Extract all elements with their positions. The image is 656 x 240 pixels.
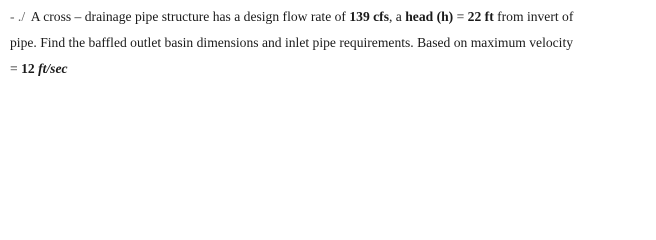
head-label: head (h) xyxy=(405,9,454,24)
problem-text-1d: from invert of xyxy=(493,9,574,24)
velocity-unit: ft/sec xyxy=(38,61,68,76)
flow-rate-value: 139 cfs xyxy=(349,9,389,24)
problem-text-1a: A cross – drainage pipe structure has a design flow rate of xyxy=(28,9,350,24)
velocity-value: 12 xyxy=(21,61,35,76)
problem-number-marker: - ./ xyxy=(10,9,26,24)
problem-line-3 xyxy=(10,56,656,82)
problem-text-1b: , a xyxy=(389,9,406,24)
problem-text-3-prefix: = xyxy=(10,61,22,76)
problem-statement xyxy=(10,4,656,82)
head-value: 22 ft xyxy=(467,9,494,24)
problem-line-2 xyxy=(10,30,656,56)
problem-text-1c: = xyxy=(453,9,468,24)
problem-text-2: pipe. Find the baffled outlet basin dimensions and inlet pipe requirements. Based on maximum velocity xyxy=(10,35,574,50)
problem-line-1 xyxy=(10,4,656,30)
